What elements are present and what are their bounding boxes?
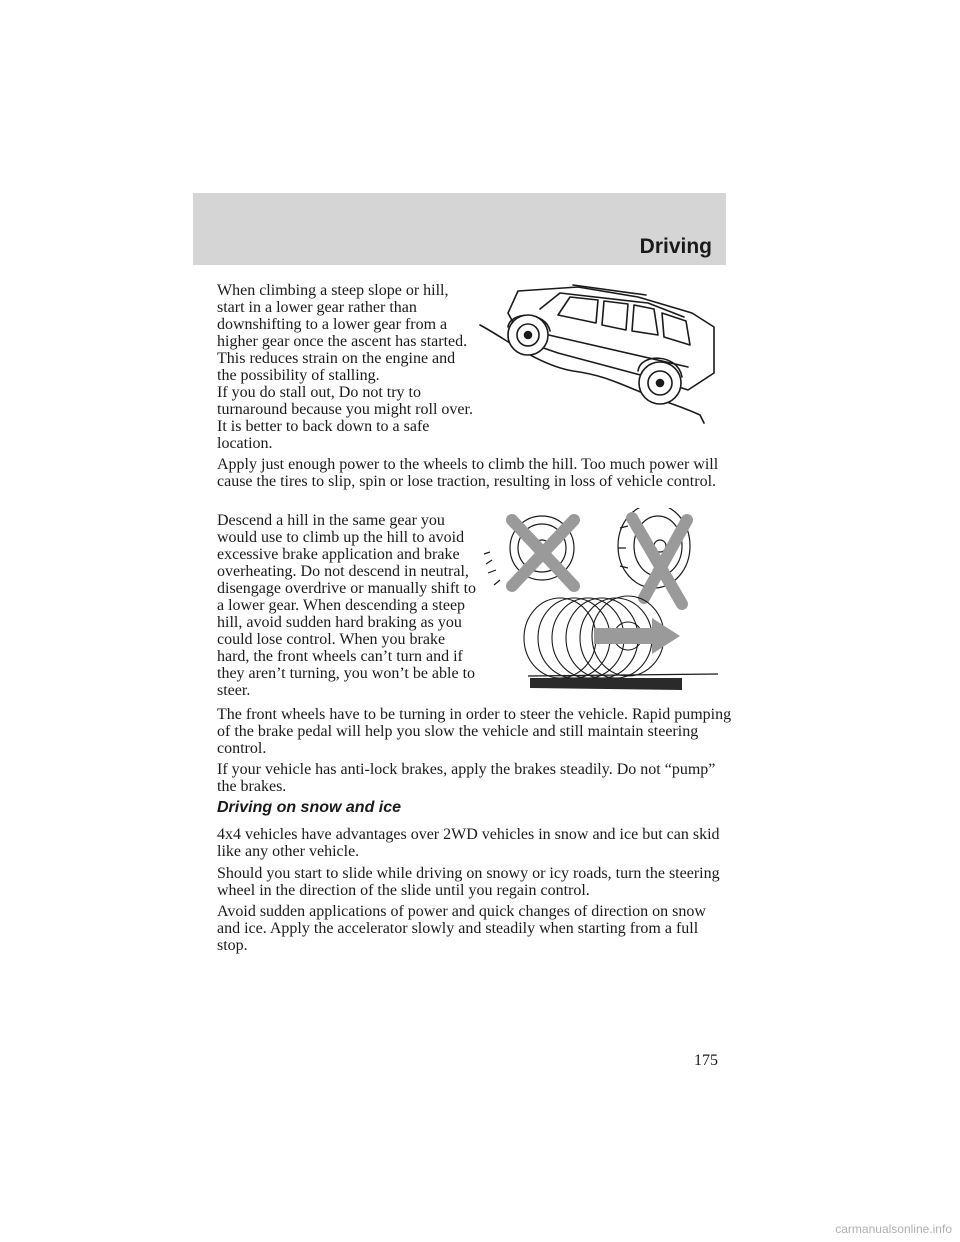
paragraph-slide: Should you start to slide while driving on snowy or icy roads, turn the steering wheel in the direction of the slide until you regain control. bbox=[217, 865, 720, 899]
suv-hill-illustration bbox=[478, 275, 728, 435]
paragraph-antilock: If your vehicle has anti-lock brakes, apply the brakes steadily. Do not “pump” the brakes. bbox=[217, 761, 716, 795]
section-title: Driving bbox=[639, 235, 712, 258]
paragraph-power: Apply just enough power to the wheels to climb the hill. Too much power will cause the tires to slip, spin or lose traction, resulting in loss of vehicle control. bbox=[217, 456, 719, 490]
paragraph-descend: Descend a hill in the same gear you would use to climb up the hill to avoid excessive brake application and brake overheating. Do not descend in neutral, disengage overdrive or manually shift to a lower gear. When descending a steep hill, avoid sudden hard braking as you could lose control. When you brake hard, the front wheels can’t turn and if they aren’t turning, you won’t be able to steer. bbox=[217, 512, 477, 699]
paragraph-accelerator: Avoid sudden applications of power and quick changes of direction on snow and ice. Apply the accelerator slowly and steadily when starting from a full stop. bbox=[217, 903, 706, 954]
paragraph-steer: The front wheels have to be turning in order to steer the vehicle. Rapid pumping of the brake pedal will help you slow the vehicle and still maintain steering control. bbox=[217, 706, 732, 757]
paragraph-climbing: When climbing a steep slope or hill, start in a lower gear rather than downshifting to a lower gear from a higher gear once the ascent has started. This reduces strain on the engine and the possibility of stalling. bbox=[217, 282, 468, 384]
paragraph-4x4: 4x4 vehicles have advantages over 2WD vehicles in snow and ice but can skid like any other vehicle. bbox=[217, 826, 720, 860]
braking-wheels-illustration bbox=[482, 508, 727, 693]
footer-watermark[interactable]: carmanualsonline.info bbox=[835, 1222, 952, 1236]
section-header bbox=[193, 193, 726, 265]
page-number: 175 bbox=[694, 1052, 718, 1069]
paragraph-stall: If you do stall out, Do not try to turnaround because you might roll over. It is better to back down to a safe location. bbox=[217, 384, 473, 452]
subheading-snow-ice: Driving on snow and ice bbox=[217, 799, 402, 816]
